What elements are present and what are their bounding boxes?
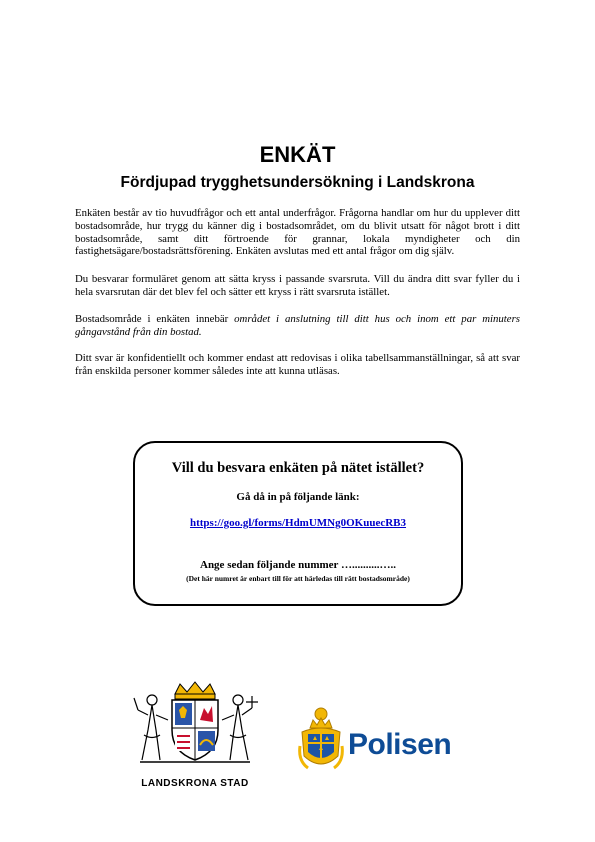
landskrona-crest-icon xyxy=(130,680,260,765)
definition-italic: området i anslutning till ditt hus och inom ett par minuters gångavstånd från din bostad. xyxy=(75,313,520,338)
online-survey-box xyxy=(133,441,463,606)
confidentiality-paragraph: Ditt svar är konfidentiellt och kommer endast att redovisas i olika tabellsammanställningar, så att svar från enskilda personer kommer således inte att kunna utläsas. xyxy=(75,352,520,377)
page-subtitle: Fördjupad trygghetsundersökning i Landskrona xyxy=(120,174,475,191)
number-prompt: Ange sedan följande nummer …..........….. xyxy=(200,559,396,571)
online-box-instruction: Gå då in på följande länk: xyxy=(236,491,360,503)
definition-paragraph xyxy=(75,313,520,339)
definition-lead: Bostadsområde i enkäten innebär xyxy=(75,313,235,325)
polisen-emblem-icon xyxy=(298,706,344,776)
page-title: ENKÄT xyxy=(259,142,336,167)
online-box-title: Vill du besvara enkäten på nätet istället? xyxy=(171,460,425,476)
number-note: (Det här numret är enbart till för att härledas till rätt bostadsområde) xyxy=(186,574,410,583)
instructions-paragraph: Du besvarar formuläret genom att sätta kryss i passande svarsruta. Vill du ändra ditt svar fyller du i hela svarsrutan där det blev fel och sätter ett kryss i rätt svarsruta istället. xyxy=(75,273,520,298)
intro-paragraph: Enkäten består av tio huvudfrågor och ett antal underfrågor. Frågorna handlar om hur du upplever ditt bostadsområde, hur trygg du känner dig i bostadsområdet, om du blivit utsatt för något brott i ditt bostadsområde, samt ditt förtroende för grannar, lokala myndigheter och din fastighetsägare/bostadsrättsförening. Enkäten avslutas med ett antal frågor om dig själv. xyxy=(75,207,520,258)
landskrona-name: LANDSKRONA STAD xyxy=(141,778,249,789)
polisen-wordmark: Polisen xyxy=(348,728,452,761)
survey-link[interactable]: https://goo.gl/forms/HdmUMNg0OKuuecRB3 xyxy=(189,517,407,529)
